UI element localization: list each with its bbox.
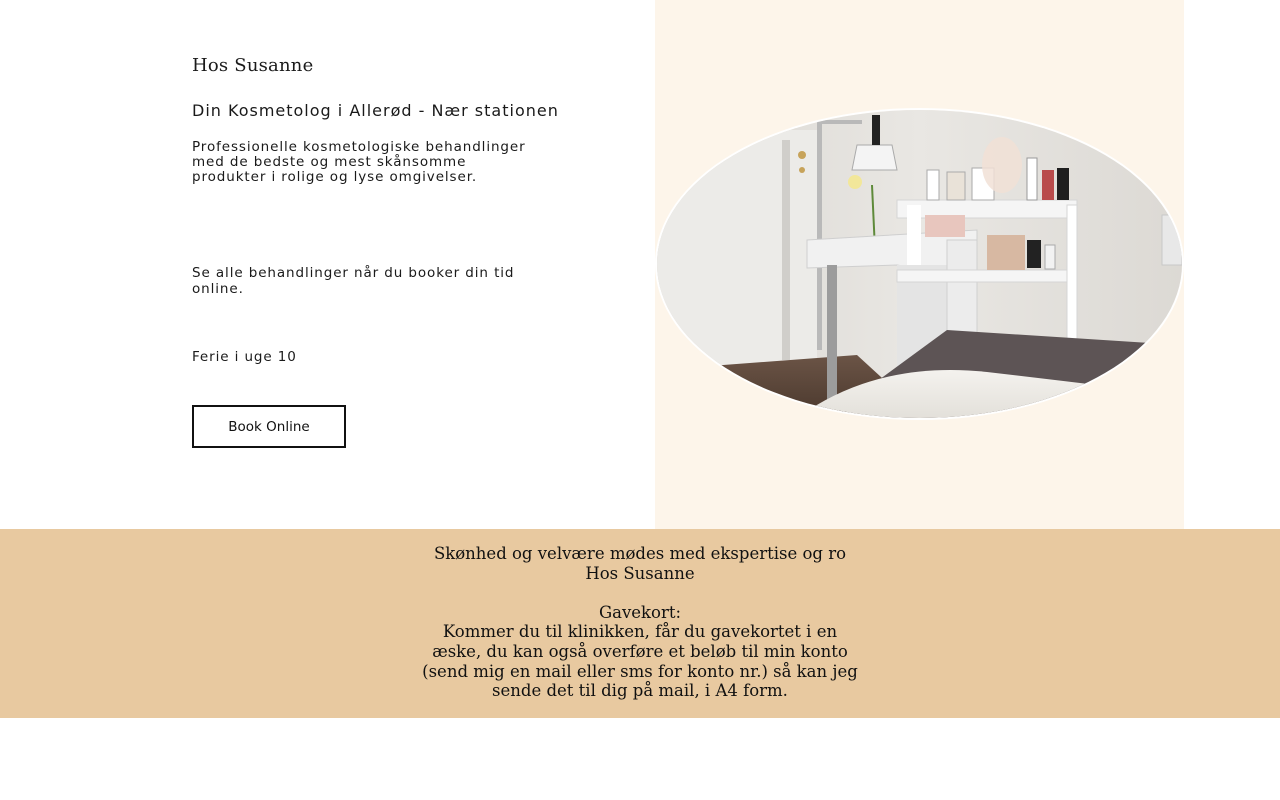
footer-text-block <box>420 544 860 701</box>
footer-slogan: Skønhed og velvære mødes med ekspertise og ro <box>433 544 847 563</box>
clinic-photo <box>657 110 1182 418</box>
footer-spacer <box>420 583 860 603</box>
giftcard-text: Kommer du til klinikken, får du gavekortet i en æske, du kan også overføre et beløb til min konto (send mig en mail eller sms for konto nr.) så kan jeg sende det til dig på mail, i A4 form. <box>422 622 858 701</box>
vacation-note: Ferie i uge 10 <box>192 349 297 365</box>
booking-note: Se alle behandlinger når du booker din tid online. <box>192 265 515 297</box>
brand-title: Hos Susanne <box>192 55 314 76</box>
book-online-button[interactable]: Book Online <box>192 405 346 448</box>
intro-text: Professionelle kosmetologiske behandlinger med de bedste og mest skånsomme produkter i rolige og lyse omgivelser. <box>192 139 526 185</box>
giftcard-heading: Gavekort: <box>598 602 682 622</box>
clinic-interior-image <box>657 110 1182 418</box>
tagline: Din Kosmetolog i Allerød - Nær stationen <box>192 101 559 120</box>
footer-band <box>0 529 1280 718</box>
footer-brand: Hos Susanne <box>585 563 695 583</box>
clinic-image-panel <box>655 0 1184 529</box>
